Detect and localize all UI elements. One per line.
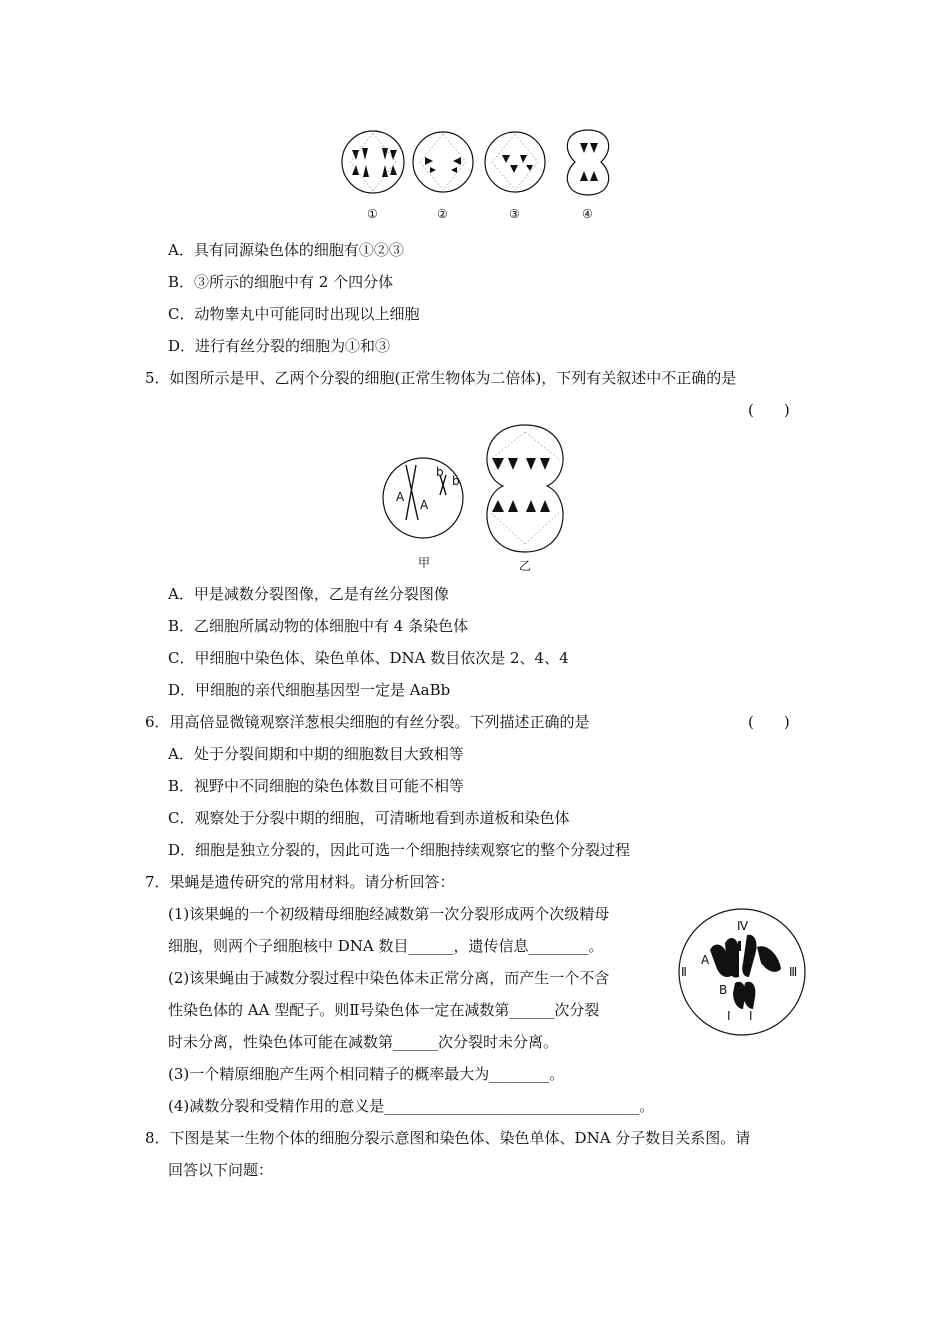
- cell-label-yi: 乙: [519, 559, 532, 573]
- chromosome-label-I1: Ⅰ: [727, 1009, 731, 1023]
- chromosome-label-I2: Ⅰ: [749, 1009, 753, 1023]
- q5-stem: 5．如图所示是甲、乙两个分裂的细胞(正常生物体为二倍体)，下列有关叙述中不正确的是: [145, 369, 737, 387]
- q7-line-7: (4)减数分裂和受精作用的意义是__________________________________。: [168, 1097, 655, 1115]
- figure-1-label-2: ②: [437, 207, 448, 221]
- q6-stem: 6．用高倍显微镜观察洋葱根尖细胞的有丝分裂。下列描述正确的是: [145, 713, 590, 731]
- figure-1-label-4: ④: [582, 207, 593, 221]
- figure-cell-division-1: [330, 125, 620, 225]
- gene-label-b1: b: [436, 465, 444, 479]
- gene-label-A1: A: [396, 490, 405, 504]
- gene-label-A: A: [701, 953, 710, 967]
- q8-line-1: 8．下图是某一生物个体的细胞分裂示意图和染色体、染色单体、DNA 分子数目关系图。请: [145, 1129, 751, 1147]
- chromosome-label-II: Ⅱ: [681, 965, 687, 979]
- gene-label-A2: A: [420, 498, 429, 512]
- figure-1-label-3: ③: [509, 207, 520, 221]
- q5-option-b: B．乙细胞所属动物的体细胞中有 4 条染色体: [168, 617, 469, 635]
- q4-option-c: C．动物睾丸中可能同时出现以上细胞: [168, 305, 420, 323]
- q7-line-2: 细胞，则两个子细胞核中 DNA 数目______，遗传信息________。: [168, 937, 604, 955]
- cell-label-jia: 甲: [418, 556, 431, 570]
- figure-cell-division-2: [380, 420, 580, 575]
- gene-label-a: a: [731, 965, 737, 975]
- q5-option-a: A．甲是减数分裂图像，乙是有丝分裂图像: [168, 585, 449, 603]
- q6-option-a: A．处于分裂间期和中期的细胞数目大致相等: [168, 745, 464, 763]
- q7-line-5: 时未分离，性染色体可能在减数第______次分裂时未分离。: [168, 1033, 559, 1051]
- q4-option-b: B．③所示的细胞中有 2 个四分体: [168, 273, 394, 291]
- q4-option-d: D．进行有丝分裂的细胞为①和③: [168, 337, 391, 355]
- q5-answer-bracket: ( ): [748, 401, 790, 419]
- q6-option-b: B．视野中不同细胞的染色体数目可能不相等: [168, 777, 465, 795]
- figure-2-drawing: [380, 420, 580, 575]
- gene-label-b2: b: [452, 474, 460, 488]
- figure-fruitfly-karyotype: [675, 905, 810, 1040]
- gene-label-B: B: [719, 983, 728, 997]
- q8-line-2: 回答以下问题：: [168, 1161, 274, 1179]
- chromosome-label-III: Ⅲ: [789, 965, 798, 979]
- q7-line-6: (3)一个精原细胞产生两个相同精子的概率最大为________。: [168, 1065, 565, 1083]
- q5-option-c: C．甲细胞中染色体、染色单体、DNA 数目依次是 2、4、4: [168, 649, 569, 667]
- q7-line-3: (2)该果蝇由于减数分裂过程中染色体未正常分离，而产生一个不含: [168, 969, 610, 987]
- q6-option-c: C．观察处于分裂中期的细胞，可清晰地看到赤道板和染色体: [168, 809, 570, 827]
- q6-option-d: D．细胞是独立分裂的，因此可选一个细胞持续观察它的整个分裂过程: [168, 841, 631, 859]
- q7-stem: 7．果蝇是遗传研究的常用材料。请分析回答：: [145, 873, 455, 891]
- q4-option-a: A．具有同源染色体的细胞有①②③: [168, 241, 404, 259]
- q5-option-d: D．甲细胞的亲代细胞基因型一定是 AaBb: [168, 681, 451, 699]
- q6-answer-bracket: ( ): [748, 713, 790, 731]
- chromosome-label-IV: Ⅳ: [737, 919, 749, 933]
- figure-1-label-1: ①: [367, 207, 378, 221]
- q7-line-4: 性染色体的 AA 型配子。则Ⅱ号染色体一定在减数第______次分裂: [168, 1001, 600, 1019]
- q7-line-1: (1)该果蝇的一个初级精母细胞经减数第一次分裂形成两个次级精母: [168, 905, 610, 923]
